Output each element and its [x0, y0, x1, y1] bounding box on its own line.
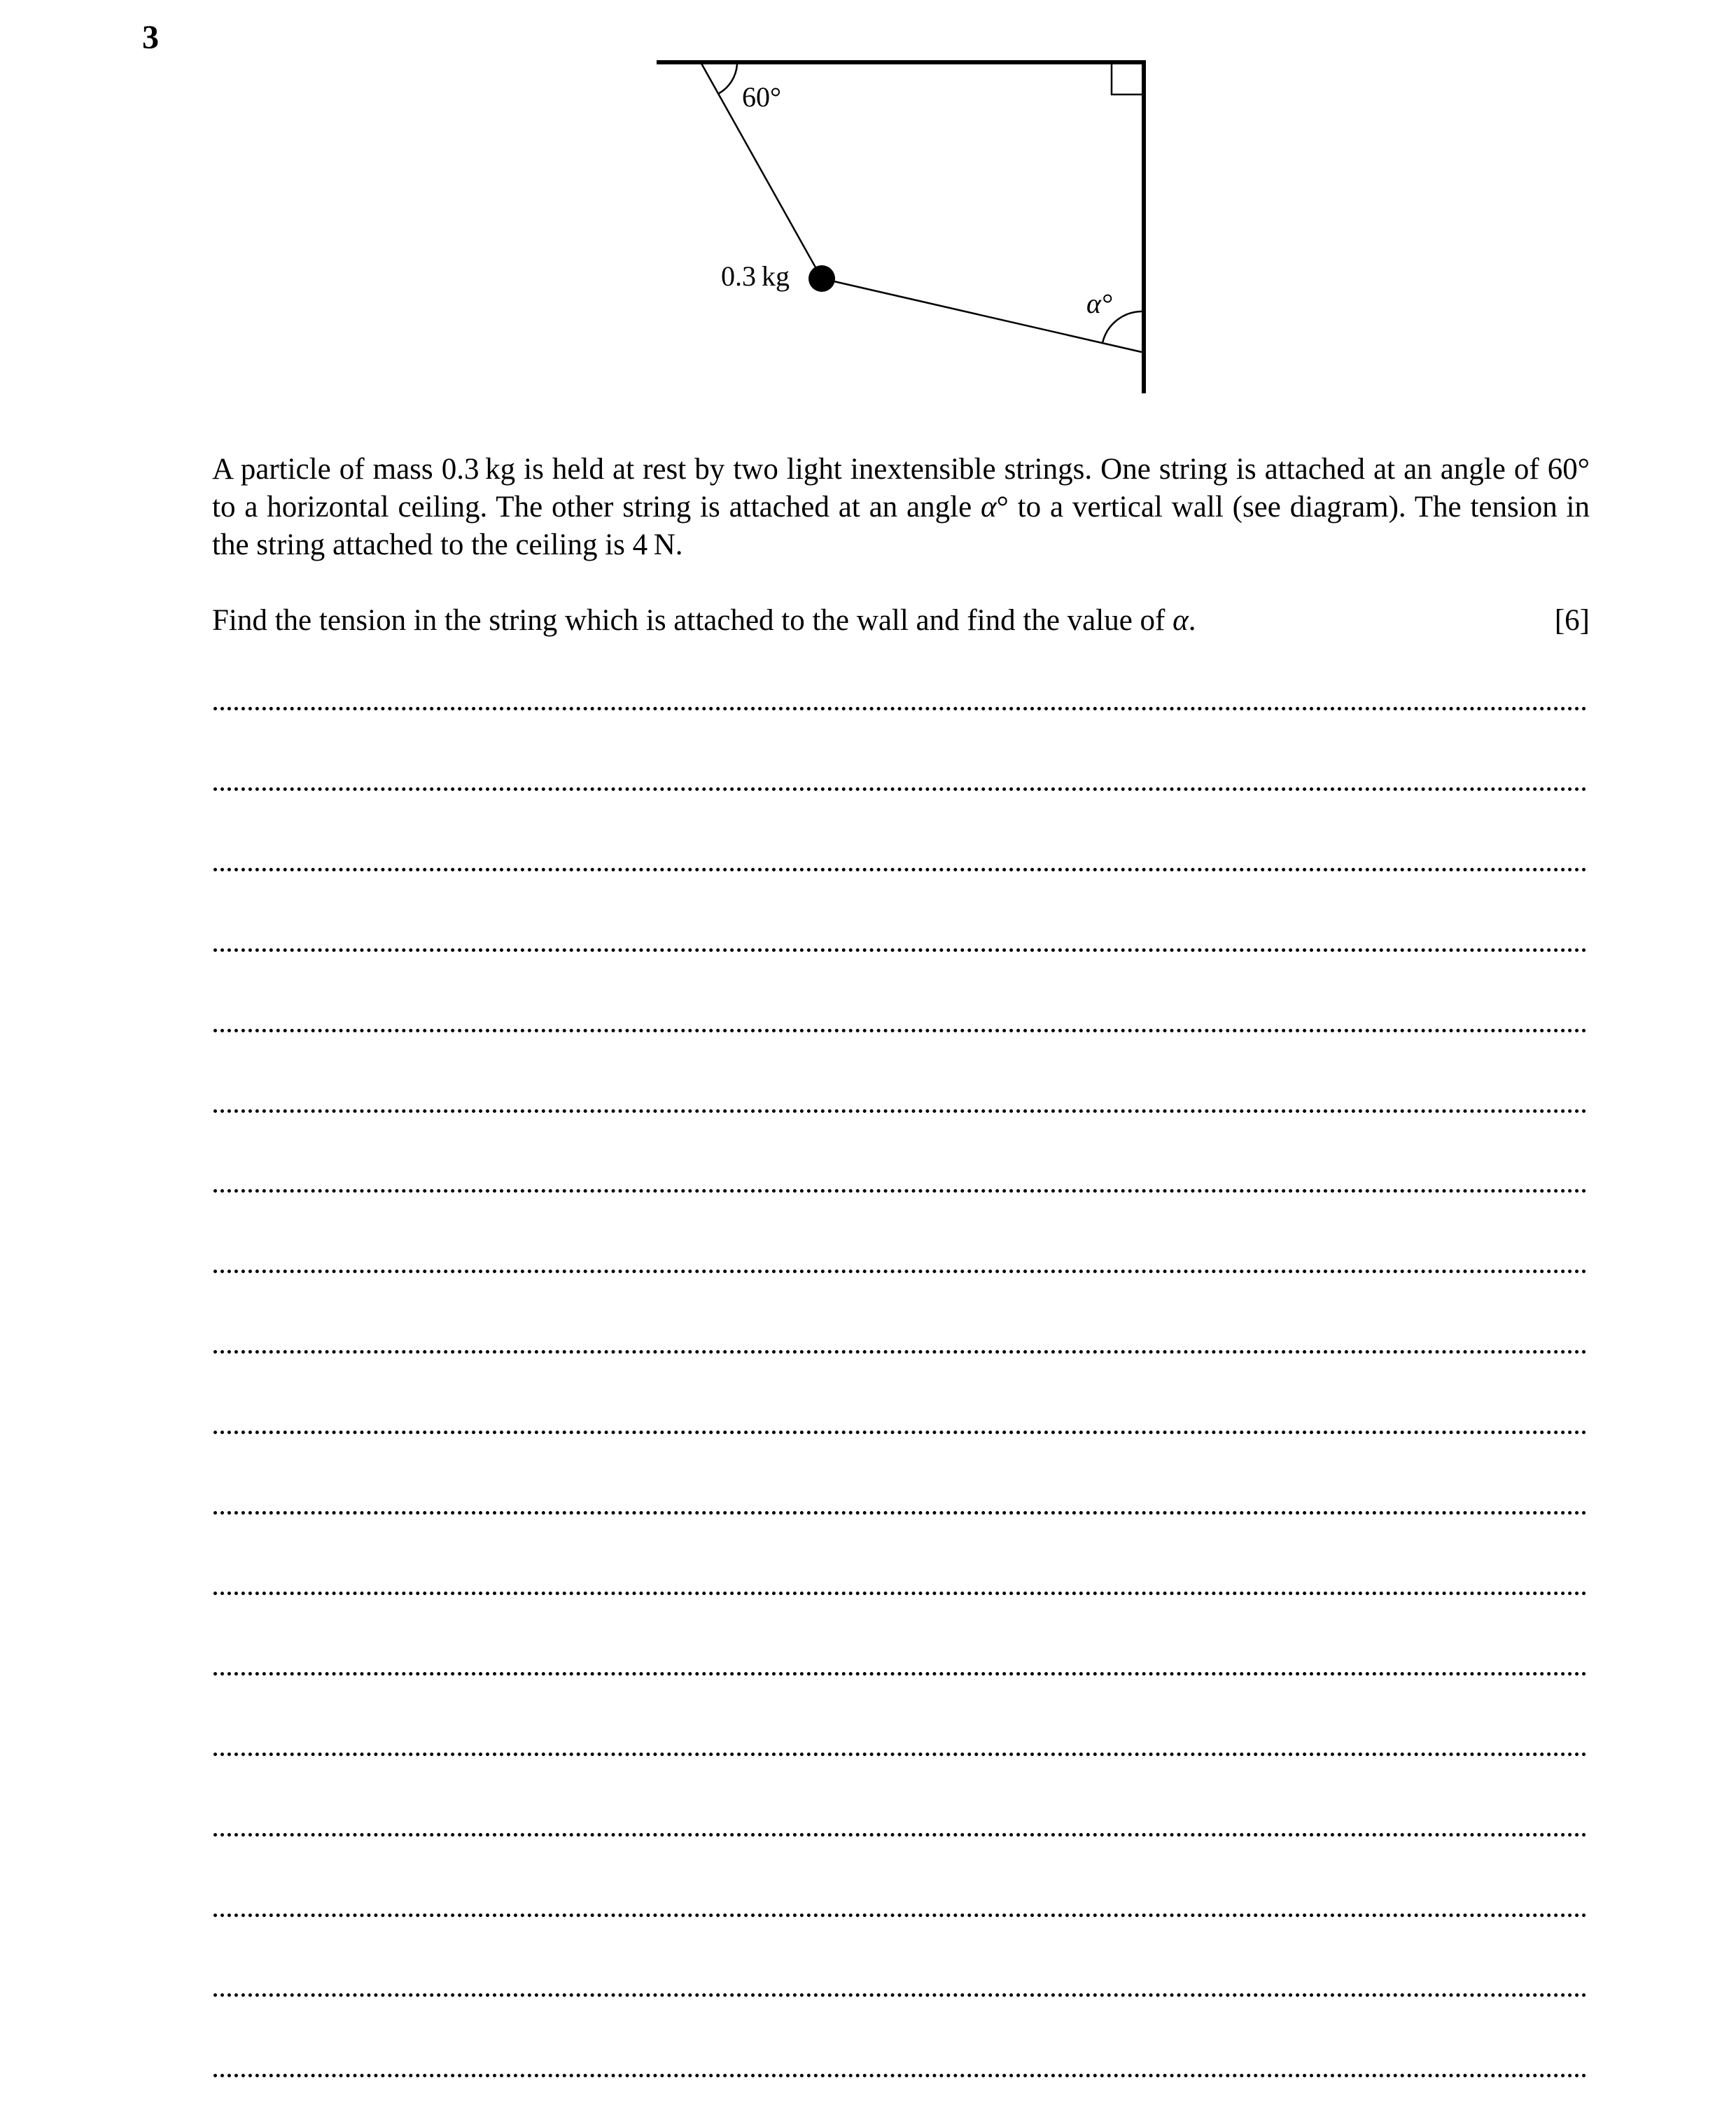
marks-label: [6]	[1554, 604, 1590, 637]
particle	[808, 265, 835, 292]
instruction-text-run: .	[1188, 604, 1196, 637]
answer-line[interactable]	[214, 1833, 1587, 1837]
answer-line[interactable]	[214, 1189, 1587, 1193]
answer-line[interactable]	[214, 1029, 1587, 1032]
answer-line[interactable]	[214, 1431, 1587, 1434]
answer-line[interactable]	[214, 2074, 1587, 2077]
right-angle-marker	[1112, 64, 1142, 94]
mass-label: 0.3 kg	[721, 260, 790, 292]
question-text-run: A particle of mass 0.3 kg is held at rest by two light inextensible strings. One string is attached at an angle of 60° to a horizontal ceiling. The other string is attached at an angle	[212, 453, 1590, 524]
answer-line[interactable]	[214, 1993, 1587, 1997]
instruction-text	[212, 602, 1196, 640]
ceiling-angle-arc	[718, 64, 737, 94]
question-text-run: α	[981, 491, 997, 524]
answer-line[interactable]	[214, 1350, 1587, 1354]
question-text	[212, 451, 1590, 564]
answer-line[interactable]	[214, 1672, 1587, 1676]
answer-line[interactable]	[214, 1270, 1587, 1273]
instruction-row	[212, 602, 1590, 640]
answer-line[interactable]	[214, 1753, 1587, 1756]
answer-line[interactable]	[214, 1592, 1587, 1595]
question-number: 3	[142, 19, 159, 56]
question-text-run: ° to a vertical wall (see diagram). The tension in the string attached to the ceiling is 4 N.	[212, 491, 1590, 561]
diagram	[0, 0, 1736, 434]
instruction-text-run: α	[1172, 604, 1189, 637]
answer-line[interactable]	[214, 1511, 1587, 1515]
answer-line[interactable]	[214, 787, 1587, 791]
angle-ceiling-label: 60°	[742, 81, 781, 113]
answer-line[interactable]	[214, 707, 1587, 710]
answer-line[interactable]	[214, 868, 1587, 871]
answer-line[interactable]	[214, 1109, 1587, 1113]
angle-wall-label: α°	[1086, 288, 1112, 319]
instruction-text-run: Find the tension in the string which is attached to the wall and find the value of	[212, 604, 1173, 637]
answer-line[interactable]	[214, 948, 1587, 952]
answer-line[interactable]	[214, 1914, 1587, 1917]
